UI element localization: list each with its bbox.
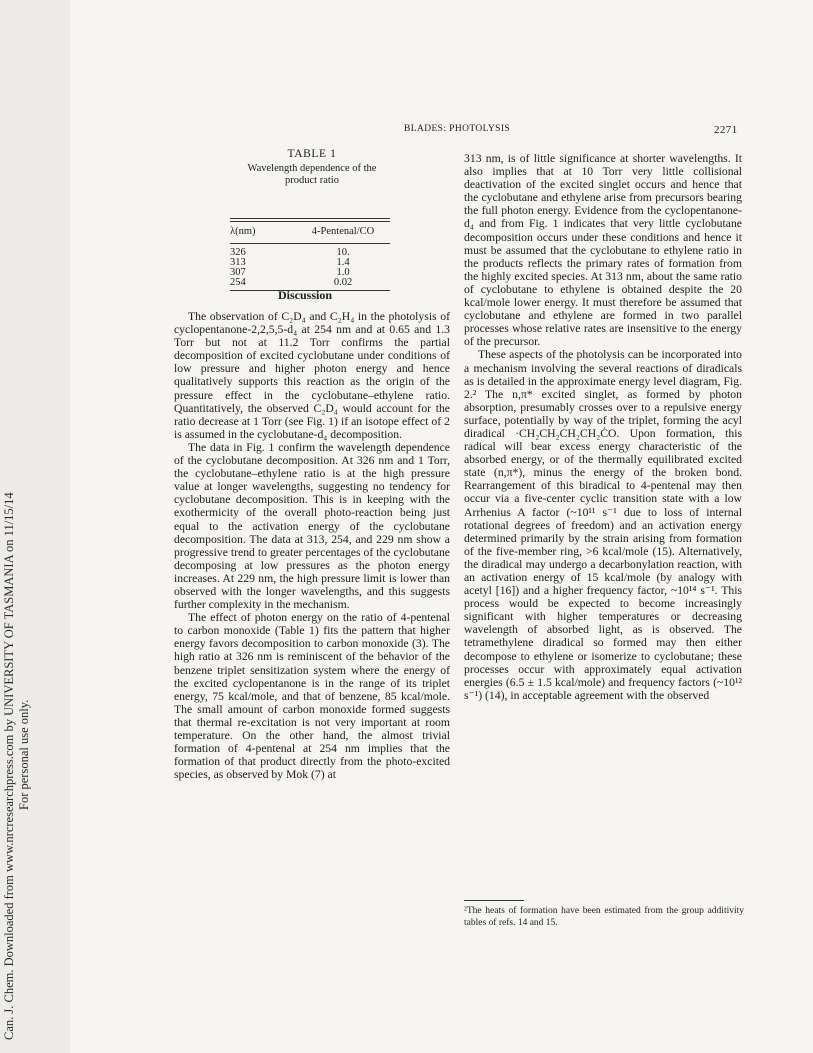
paragraph: The effect of photon energy on the ratio of 4-pentenal to carbon monoxide (Table 1) fits the pattern that higher energy favors decomposition to carbon monoxide (3). The high ratio at 326 nm is reminiscent of the behavior of the benzene triplet sensitization system where the energy of the excited cyclopentanone is in the range of its triplet energy, 75 kcal/mole, and that of benzene, 85 kcal/mole. The small amount of carbon monoxide formed suggests that thermal re-excitation is not very important at room temperature. On the other hand, the almost trivial formation of 4-pentenal at 254 nm implies that the formation of that product directly from the photo-excited species, as observed by Mok (7) at <box>174 611 450 782</box>
table-cell-wavelength: 313 <box>230 257 246 268</box>
table-cell-ratio: 1.4 <box>336 257 350 268</box>
right-column <box>464 152 742 702</box>
table-cell-ratio: 10. <box>336 247 350 258</box>
table-caption: Wavelength dependence of the product ratio <box>247 163 377 186</box>
table-1 <box>232 148 392 186</box>
paragraph: 313 nm, is of little significance at shorter wavelengths. It also implies that at 10 Torr very little collisional deactivation of the excited singlet occurs and hence that the cyclobutane and ethylene arise from precursors bearing the full photon energy. Evidence from the cyclopentanone-d₄ and from Fig. 1 indicates that very little cyclobutane decomposition occurs under these conditions and hence it must be assumed that the cyclobutane to ethylene ratio in the products reflects the primary rates of formation from the highly excited species. At 313 nm, about the same ratio of cyclobutane to ethylene is obtained despite the 20 kcal/mole lower energy. It must therefore be assumed that cyclobutane and ethylene are formed in two parallel processes whose relative rates are insensitive to the energy of the precursor. <box>464 152 742 349</box>
table-mid-rule <box>230 243 390 244</box>
table-cell-ratio: 1.0 <box>336 267 350 278</box>
section-heading-discussion: Discussion <box>278 288 333 302</box>
download-notice-line-2: For personal use only. <box>17 699 31 810</box>
table-cell-wavelength: 254 <box>230 277 246 288</box>
table-title: TABLE 1 <box>287 148 337 160</box>
table-header-ratio: 4-Pentenal/CO <box>311 226 375 237</box>
download-notice <box>2 140 32 1040</box>
footnote-rule <box>464 900 524 901</box>
table-top-rule-2 <box>230 221 390 222</box>
table-cell-wavelength: 307 <box>230 267 246 278</box>
paragraph: These aspects of the photolysis can be incorporated into a mechanism involving the several reactions of diradicals as is detailed in the approximate energy level diagram, Fig. 2.² The n,π* excited singlet, as formed by photon absorption, presumably crosses over to a repulsive energy surface, potentially by way of the triplet, forming the acyl diradical ·CH₂CH₂CH₂CH₂ĊO. Upon formation, this radical will bear excess energy characteristic of the absorbed energy, or of the thermally equilibrated excited state (n,π*), minus the energy of the broken bond. Rearrangement of this biradical to 4-pentenal may then occur via a five-center cyclic transition state with a low Arrhenius A factor (~10¹¹ s⁻¹ due to loss of internal rotational degrees of freedom) and an activation energy determined primarily by the strain arising from formation of the five-member ring, >6 kcal/mole (15). Alternatively, the diradical may undergo a decarbonylation reaction, with an activation energy of 15 kcal/mole (by analogy with acetyl [16]) and a higher frequency factor, ~10¹⁴ s⁻¹. This process would be expected to become increasingly significant with higher temperatures or decreasing wavelength of absorbed light, as is observed. The tetramethylene diradical so formed may then either decompose to ethylene or isomerize to cyclobutane; these processes occur with approximately equal activation energies (6.5 ± 1.5 kcal/mole) and frequency factors (~10¹² s⁻¹) (14), in acceptable agreement with the observed <box>464 348 742 702</box>
table-cell-ratio: 0.02 <box>333 277 353 288</box>
table-cell-wavelength: 326 <box>230 247 246 258</box>
table-header-wavelength: λ(nm) <box>230 226 256 237</box>
paragraph: The observation of C₂D₄ and C₂H₄ in the photolysis of cyclopentanone-2,2,5,5-d₄ at 254 nm and at 0.65 and 1.3 Torr but not at 11.2 Torr confirms the partial decomposition of excited cyclobutane under conditions of low pressure and higher photon energy and hence qualitatively supports this reaction as the origin of the pressure effect in the cyclobutane–ethylene ratio. Quantitatively, the observed C₂D₄ would account for the ratio decrease at 1 Torr (see Fig. 1) if an isotope effect of 2 is assumed in the cyclobutane-d₄ decomposition. <box>174 310 450 441</box>
running-header: BLADES: PHOTOLYSIS <box>404 124 511 134</box>
page-number: 2271 <box>714 124 738 136</box>
footnote: ²The heats of formation have been estimated from the group additivity tables of refs. 14 and 15. <box>464 906 744 928</box>
table-top-rule <box>230 218 390 219</box>
download-notice-line-1: Can. J. Chem. Downloaded from www.nrcresearchpress.com by UNIVERSITY OF TASMANIA on 11/15/14 <box>2 492 16 1040</box>
left-column <box>174 310 450 781</box>
paragraph: The data in Fig. 1 confirm the wavelength dependence of the cyclobutane decomposition. At 326 nm and 1 Torr, the cyclobutane–ethylene ratio is at the high pressure value at longer wavelengths, suggesting no tendency for cyclobutane decomposition. This is in keeping with the exothermicity of the overall photo-reaction being just equal to the activation energy of the cyclobutane decomposition. The data at 313, 254, and 229 nm show a progressive trend to greater percentages of the cyclobutane decomposing at low pressures as the photon energy increases. At 229 nm, the high pressure limit is lower than observed with the longer wavelengths, and this suggests further complexity in the mechanism. <box>174 440 450 612</box>
